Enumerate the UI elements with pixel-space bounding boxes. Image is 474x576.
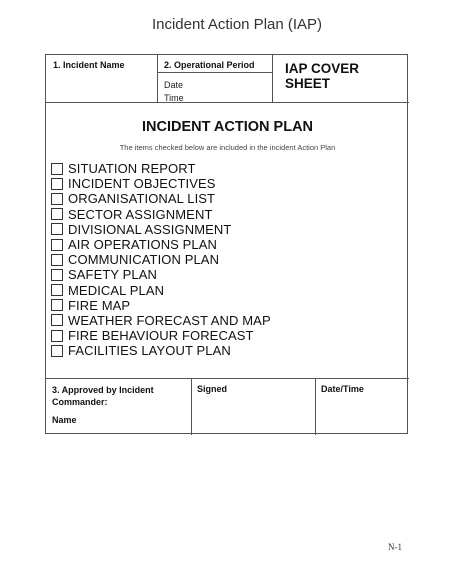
cover-sheet-title: IAP COVER SHEET xyxy=(285,61,360,91)
date-label: Date xyxy=(164,80,184,90)
checklist-item xyxy=(51,191,401,206)
checklist-item xyxy=(51,176,401,191)
time-label: Time xyxy=(164,93,184,103)
checklist-item xyxy=(51,328,401,343)
checklist-item xyxy=(51,267,401,282)
approval-divider-1 xyxy=(191,378,192,435)
checkbox[interactable] xyxy=(51,193,63,205)
checkbox[interactable] xyxy=(51,163,63,175)
checklist-item-label: INCIDENT OBJECTIVES xyxy=(68,176,216,192)
header-divider-1 xyxy=(157,55,158,102)
checkbox[interactable] xyxy=(51,239,63,251)
plan-subheading: The items checked below are included in the incident Action Plan xyxy=(119,143,336,152)
approved-by-label: 3. Approved by Incident Commander: xyxy=(52,385,154,407)
checklist-item-label: SAFETY PLAN xyxy=(68,267,158,283)
checklist-item xyxy=(51,222,401,237)
checkbox[interactable] xyxy=(51,269,63,281)
checklist-item-label: FIRE BEHAVIOUR FORECAST xyxy=(68,328,254,344)
checklist-item-label: FACILITIES LAYOUT PLAN xyxy=(68,343,231,359)
plan-heading: INCIDENT ACTION PLAN xyxy=(141,119,314,135)
approval-divider-2 xyxy=(315,378,316,435)
operational-period-label: 2. Operational Period xyxy=(164,60,255,70)
checklist-item xyxy=(51,298,401,313)
checklist-item-label: SECTOR ASSIGNMENT xyxy=(68,206,213,222)
checklist-item xyxy=(51,161,401,176)
header-bottom-border xyxy=(46,102,409,103)
checkbox[interactable] xyxy=(51,208,63,220)
checklist-item-label: WEATHER FORECAST AND MAP xyxy=(68,312,271,328)
document-title: Incident Action Plan (IAP) xyxy=(151,16,323,33)
checklist-item-label: FIRE MAP xyxy=(68,297,131,313)
iap-form xyxy=(45,54,408,434)
checklist-item-label: DIVISIONAL ASSIGNMENT xyxy=(68,221,232,237)
datetime-label: Date/Time xyxy=(321,384,364,394)
signed-label: Signed xyxy=(197,384,228,394)
plan-checklist xyxy=(51,161,401,358)
approval-top-border xyxy=(46,378,409,379)
page-code: N-1 xyxy=(388,542,402,552)
checklist-item xyxy=(51,283,401,298)
checkbox[interactable] xyxy=(51,314,63,326)
checkbox[interactable] xyxy=(51,330,63,342)
checkbox[interactable] xyxy=(51,223,63,235)
checklist-item-label: ORGANISATIONAL LIST xyxy=(68,191,216,207)
checkbox[interactable] xyxy=(51,299,63,311)
checklist-item-label: COMMUNICATION PLAN xyxy=(68,252,220,268)
operational-period-divider xyxy=(157,72,272,73)
checklist-item-label: MEDICAL PLAN xyxy=(68,282,165,298)
header-divider-2 xyxy=(272,55,273,102)
checkbox[interactable] xyxy=(51,284,63,296)
checklist-item-label: SITUATION REPORT xyxy=(68,161,196,177)
checklist-item xyxy=(51,343,401,358)
name-label: Name xyxy=(52,415,77,425)
checklist-item xyxy=(51,313,401,328)
checklist-item xyxy=(51,237,401,252)
checklist-item xyxy=(51,252,401,267)
checkbox[interactable] xyxy=(51,345,63,357)
checkbox[interactable] xyxy=(51,254,63,266)
checklist-item xyxy=(51,207,401,222)
incident-name-label: 1. Incident Name xyxy=(53,60,125,70)
checklist-item-label: AIR OPERATIONS PLAN xyxy=(68,237,218,253)
checkbox[interactable] xyxy=(51,178,63,190)
